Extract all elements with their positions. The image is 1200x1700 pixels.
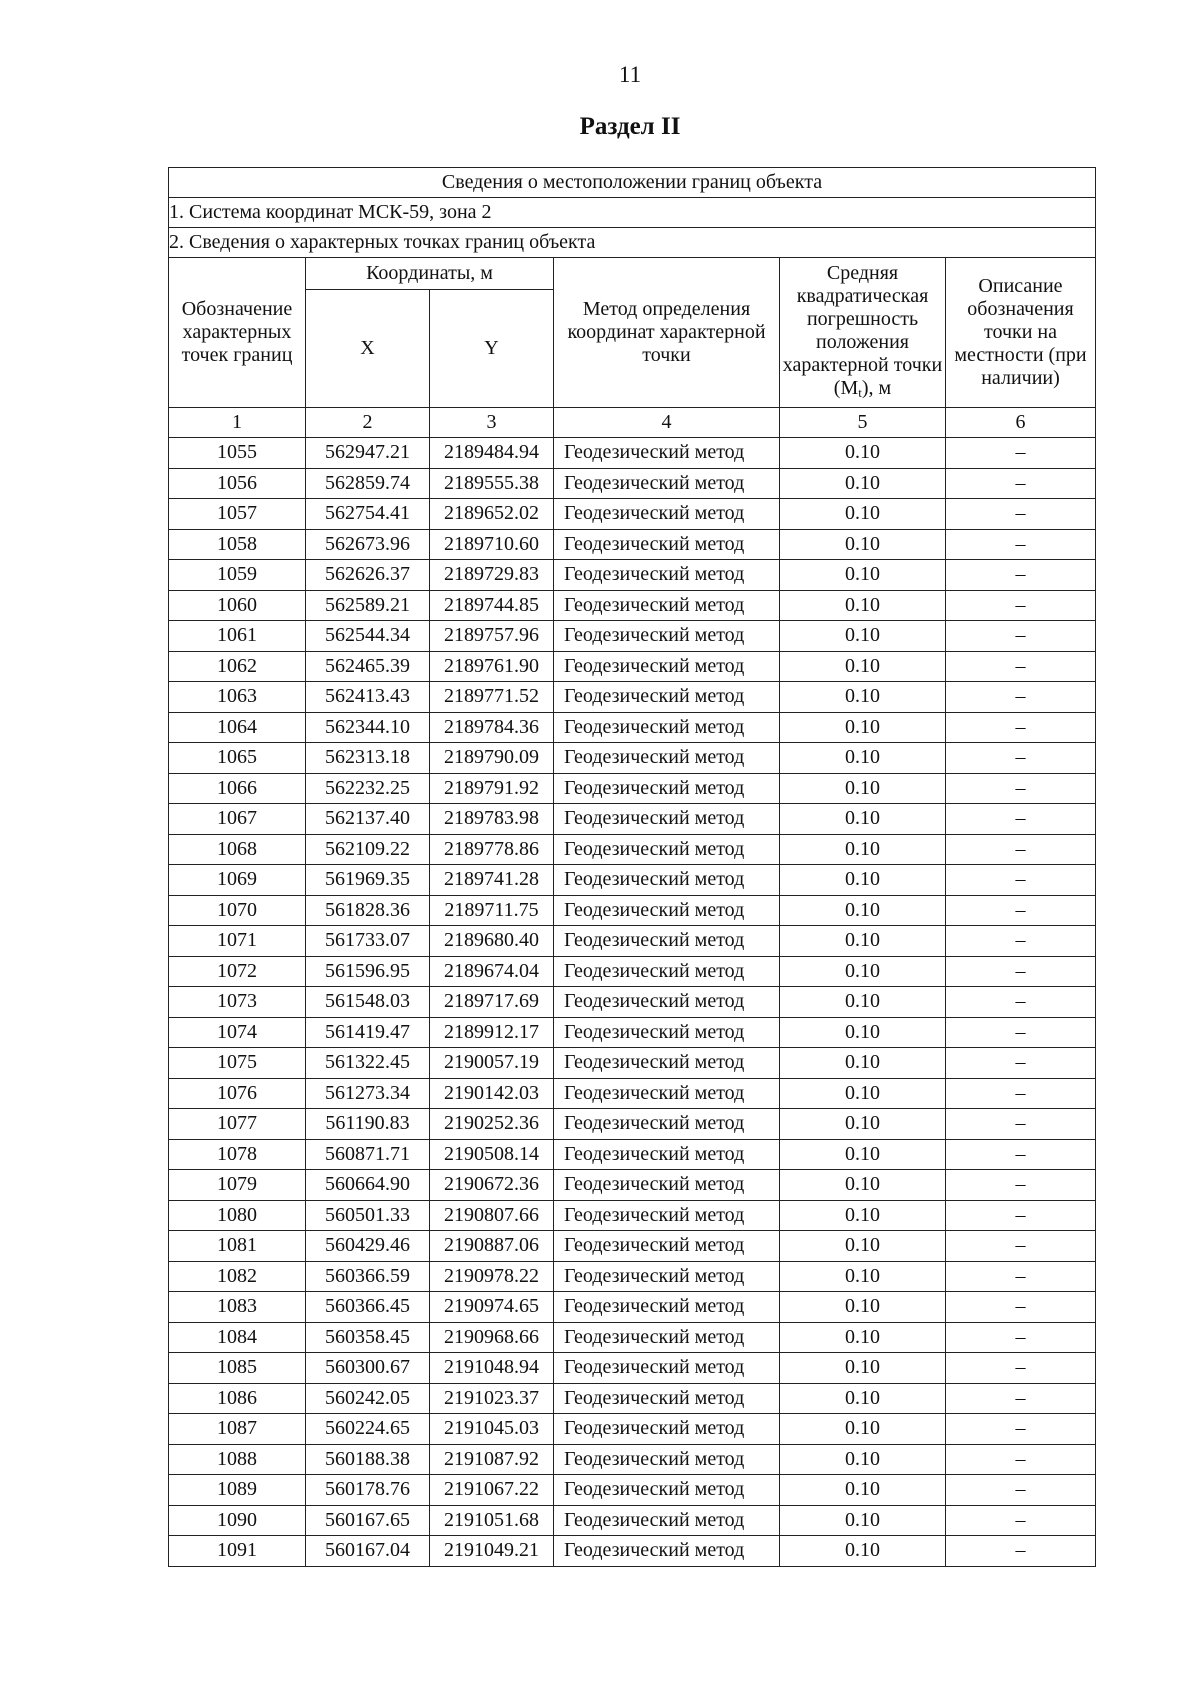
point-id-cell: 1070	[169, 895, 306, 926]
header-description: Описание обозначения точки на местности (при наличии)	[946, 258, 1096, 408]
error-cell: 0.10	[780, 529, 946, 560]
point-id-cell: 1075	[169, 1048, 306, 1079]
y-coordinate-cell: 2191045.03	[430, 1414, 554, 1445]
method-cell: Геодезический метод	[554, 1383, 780, 1414]
table-row	[169, 1078, 1096, 1109]
point-id-cell: 1067	[169, 804, 306, 835]
coordinate-system: 1. Система координат МСК-59, зона 2	[169, 198, 1096, 228]
method-cell: Геодезический метод	[554, 1078, 780, 1109]
error-cell: 0.10	[780, 1048, 946, 1079]
error-cell: 0.10	[780, 712, 946, 743]
method-cell: Геодезический метод	[554, 804, 780, 835]
method-cell: Геодезический метод	[554, 743, 780, 774]
table-row	[169, 1414, 1096, 1445]
x-coordinate-cell: 560366.45	[306, 1292, 430, 1323]
y-coordinate-cell: 2190252.36	[430, 1109, 554, 1140]
x-coordinate-cell: 561969.35	[306, 865, 430, 896]
table-row	[169, 1536, 1096, 1567]
table-row	[169, 1475, 1096, 1506]
y-coordinate-cell: 2191087.92	[430, 1444, 554, 1475]
error-cell: 0.10	[780, 1200, 946, 1231]
description-cell: –	[946, 712, 1096, 743]
y-coordinate-cell: 2189741.28	[430, 865, 554, 896]
error-cell: 0.10	[780, 1353, 946, 1384]
method-cell: Геодезический метод	[554, 1292, 780, 1323]
x-coordinate-cell: 561190.83	[306, 1109, 430, 1140]
description-cell: –	[946, 1322, 1096, 1353]
point-id-cell: 1056	[169, 468, 306, 499]
x-coordinate-cell: 560871.71	[306, 1139, 430, 1170]
error-cell: 0.10	[780, 895, 946, 926]
point-id-cell: 1091	[169, 1536, 306, 1567]
y-coordinate-cell: 2189674.04	[430, 956, 554, 987]
table-row	[169, 468, 1096, 499]
method-cell: Геодезический метод	[554, 773, 780, 804]
method-cell: Геодезический метод	[554, 1475, 780, 1506]
error-cell: 0.10	[780, 438, 946, 469]
x-coordinate-cell: 560501.33	[306, 1200, 430, 1231]
y-coordinate-cell: 2189484.94	[430, 438, 554, 469]
error-cell: 0.10	[780, 590, 946, 621]
description-cell: –	[946, 1414, 1096, 1445]
point-id-cell: 1088	[169, 1444, 306, 1475]
x-coordinate-cell: 560178.76	[306, 1475, 430, 1506]
point-id-cell: 1068	[169, 834, 306, 865]
header-error-tail: ), м	[861, 376, 892, 399]
y-coordinate-cell: 2189771.52	[430, 682, 554, 713]
description-cell: –	[946, 804, 1096, 835]
y-coordinate-cell: 2190887.06	[430, 1231, 554, 1262]
method-cell: Геодезический метод	[554, 1536, 780, 1567]
description-cell: –	[946, 1444, 1096, 1475]
table-row	[169, 1444, 1096, 1475]
point-id-cell: 1058	[169, 529, 306, 560]
x-coordinate-cell: 562313.18	[306, 743, 430, 774]
x-coordinate-cell: 562344.10	[306, 712, 430, 743]
y-coordinate-cell: 2190968.66	[430, 1322, 554, 1353]
table-row	[169, 743, 1096, 774]
point-id-cell: 1069	[169, 865, 306, 896]
method-cell: Геодезический метод	[554, 1444, 780, 1475]
x-coordinate-cell: 560366.59	[306, 1261, 430, 1292]
column-number: 5	[780, 408, 946, 438]
method-cell: Геодезический метод	[554, 1231, 780, 1262]
x-coordinate-cell: 560300.67	[306, 1353, 430, 1384]
error-cell: 0.10	[780, 865, 946, 896]
description-cell: –	[946, 560, 1096, 591]
table-row	[169, 1048, 1096, 1079]
point-id-cell: 1071	[169, 926, 306, 957]
point-id-cell: 1078	[169, 1139, 306, 1170]
column-number: 4	[554, 408, 780, 438]
table-row	[169, 834, 1096, 865]
method-cell: Геодезический метод	[554, 1200, 780, 1231]
table-row	[169, 926, 1096, 957]
method-cell: Геодезический метод	[554, 865, 780, 896]
point-id-cell: 1062	[169, 651, 306, 682]
table-row	[169, 1139, 1096, 1170]
method-cell: Геодезический метод	[554, 1170, 780, 1201]
description-cell: –	[946, 1231, 1096, 1262]
y-coordinate-cell: 2189555.38	[430, 468, 554, 499]
y-coordinate-cell: 2189791.92	[430, 773, 554, 804]
description-cell: –	[946, 1536, 1096, 1567]
x-coordinate-cell: 560224.65	[306, 1414, 430, 1445]
error-cell: 0.10	[780, 987, 946, 1018]
y-coordinate-cell: 2190974.65	[430, 1292, 554, 1323]
table-row	[169, 865, 1096, 896]
description-cell: –	[946, 682, 1096, 713]
x-coordinate-cell: 560188.38	[306, 1444, 430, 1475]
y-coordinate-cell: 2189680.40	[430, 926, 554, 957]
error-cell: 0.10	[780, 1414, 946, 1445]
table-row	[169, 956, 1096, 987]
table-row	[169, 1017, 1096, 1048]
y-coordinate-cell: 2189744.85	[430, 590, 554, 621]
x-coordinate-cell: 560358.45	[306, 1322, 430, 1353]
error-cell: 0.10	[780, 1017, 946, 1048]
error-cell: 0.10	[780, 834, 946, 865]
method-cell: Геодезический метод	[554, 895, 780, 926]
column-number: 1	[169, 408, 306, 438]
table-row	[169, 1109, 1096, 1140]
column-number: 3	[430, 408, 554, 438]
x-coordinate-cell: 562137.40	[306, 804, 430, 835]
description-cell: –	[946, 773, 1096, 804]
method-cell: Геодезический метод	[554, 1322, 780, 1353]
y-coordinate-cell: 2190978.22	[430, 1261, 554, 1292]
error-cell: 0.10	[780, 1536, 946, 1567]
error-cell: 0.10	[780, 926, 946, 957]
x-coordinate-cell: 562413.43	[306, 682, 430, 713]
table-row	[169, 1261, 1096, 1292]
method-cell: Геодезический метод	[554, 834, 780, 865]
error-cell: 0.10	[780, 1109, 946, 1140]
x-coordinate-cell: 562673.96	[306, 529, 430, 560]
y-coordinate-cell: 2191051.68	[430, 1505, 554, 1536]
method-cell: Геодезический метод	[554, 651, 780, 682]
point-id-cell: 1086	[169, 1383, 306, 1414]
x-coordinate-cell: 561322.45	[306, 1048, 430, 1079]
x-coordinate-cell: 560242.05	[306, 1383, 430, 1414]
point-id-cell: 1061	[169, 621, 306, 652]
description-cell: –	[946, 1139, 1096, 1170]
error-cell: 0.10	[780, 1383, 946, 1414]
x-coordinate-cell: 561548.03	[306, 987, 430, 1018]
table-row	[169, 712, 1096, 743]
error-cell: 0.10	[780, 1322, 946, 1353]
y-coordinate-cell: 2191023.37	[430, 1383, 554, 1414]
point-id-cell: 1074	[169, 1017, 306, 1048]
point-id-cell: 1059	[169, 560, 306, 591]
description-cell: –	[946, 651, 1096, 682]
point-id-cell: 1084	[169, 1322, 306, 1353]
table-row	[169, 987, 1096, 1018]
description-cell: –	[946, 438, 1096, 469]
method-cell: Геодезический метод	[554, 560, 780, 591]
y-coordinate-cell: 2190057.19	[430, 1048, 554, 1079]
y-coordinate-cell: 2189784.36	[430, 712, 554, 743]
y-coordinate-cell: 2190142.03	[430, 1078, 554, 1109]
error-cell: 0.10	[780, 499, 946, 530]
x-coordinate-cell: 561419.47	[306, 1017, 430, 1048]
point-id-cell: 1079	[169, 1170, 306, 1201]
point-id-cell: 1083	[169, 1292, 306, 1323]
point-id-cell: 1057	[169, 499, 306, 530]
x-coordinate-cell: 562754.41	[306, 499, 430, 530]
method-cell: Геодезический метод	[554, 529, 780, 560]
y-coordinate-cell: 2189912.17	[430, 1017, 554, 1048]
description-cell: –	[946, 1292, 1096, 1323]
point-id-cell: 1077	[169, 1109, 306, 1140]
table-row	[169, 590, 1096, 621]
point-id-cell: 1082	[169, 1261, 306, 1292]
method-cell: Геодезический метод	[554, 499, 780, 530]
y-coordinate-cell: 2191049.21	[430, 1536, 554, 1567]
method-cell: Геодезический метод	[554, 1261, 780, 1292]
y-coordinate-cell: 2189710.60	[430, 529, 554, 560]
table-row	[169, 438, 1096, 469]
description-cell: –	[946, 468, 1096, 499]
method-cell: Геодезический метод	[554, 1017, 780, 1048]
table-row	[169, 682, 1096, 713]
section-title: Раздел II	[579, 113, 681, 140]
table-row	[169, 804, 1096, 835]
table-row	[169, 1200, 1096, 1231]
point-id-cell: 1076	[169, 1078, 306, 1109]
y-coordinate-cell: 2189778.86	[430, 834, 554, 865]
description-cell: –	[946, 865, 1096, 896]
y-coordinate-cell: 2189757.96	[430, 621, 554, 652]
description-cell: –	[946, 834, 1096, 865]
y-coordinate-cell: 2189711.75	[430, 895, 554, 926]
header-error-subscript: t	[858, 384, 862, 400]
point-id-cell: 1089	[169, 1475, 306, 1506]
table-row	[169, 1170, 1096, 1201]
method-cell: Геодезический метод	[554, 987, 780, 1018]
method-cell: Геодезический метод	[554, 956, 780, 987]
header-x: X	[306, 290, 430, 408]
x-coordinate-cell: 560167.04	[306, 1536, 430, 1567]
x-coordinate-cell: 560429.46	[306, 1231, 430, 1262]
point-id-cell: 1081	[169, 1231, 306, 1262]
error-cell: 0.10	[780, 956, 946, 987]
point-id-cell: 1087	[169, 1414, 306, 1445]
error-cell: 0.10	[780, 773, 946, 804]
error-cell: 0.10	[780, 560, 946, 591]
description-cell: –	[946, 529, 1096, 560]
header-method: Метод определения координат характерной точки	[554, 258, 780, 408]
method-cell: Геодезический метод	[554, 621, 780, 652]
x-coordinate-cell: 561828.36	[306, 895, 430, 926]
description-cell: –	[946, 1109, 1096, 1140]
description-cell: –	[946, 1505, 1096, 1536]
point-id-cell: 1073	[169, 987, 306, 1018]
description-cell: –	[946, 956, 1096, 987]
point-id-cell: 1090	[169, 1505, 306, 1536]
y-coordinate-cell: 2189761.90	[430, 651, 554, 682]
method-cell: Геодезический метод	[554, 1414, 780, 1445]
header-designation: Обозначение характерных точек границ	[169, 258, 306, 408]
description-cell: –	[946, 987, 1096, 1018]
error-cell: 0.10	[780, 1261, 946, 1292]
description-cell: –	[946, 1017, 1096, 1048]
header-y: Y	[430, 290, 554, 408]
description-cell: –	[946, 1200, 1096, 1231]
table-row	[169, 560, 1096, 591]
description-cell: –	[946, 590, 1096, 621]
description-cell: –	[946, 1170, 1096, 1201]
table-row	[169, 1292, 1096, 1323]
description-cell: –	[946, 926, 1096, 957]
description-cell: –	[946, 1078, 1096, 1109]
error-cell: 0.10	[780, 468, 946, 499]
column-numbers-row	[169, 408, 1096, 438]
x-coordinate-cell: 560167.65	[306, 1505, 430, 1536]
error-cell: 0.10	[780, 1231, 946, 1262]
table-row	[169, 651, 1096, 682]
column-number: 6	[946, 408, 1096, 438]
error-cell: 0.10	[780, 1078, 946, 1109]
method-cell: Геодезический метод	[554, 438, 780, 469]
description-cell: –	[946, 1383, 1096, 1414]
method-cell: Геодезический метод	[554, 682, 780, 713]
y-coordinate-cell: 2191067.22	[430, 1475, 554, 1506]
point-id-cell: 1060	[169, 590, 306, 621]
method-cell: Геодезический метод	[554, 590, 780, 621]
description-cell: –	[946, 1048, 1096, 1079]
x-coordinate-cell: 562947.21	[306, 438, 430, 469]
table-body	[169, 438, 1096, 1567]
point-id-cell: 1072	[169, 956, 306, 987]
method-cell: Геодезический метод	[554, 1048, 780, 1079]
column-number: 2	[306, 408, 430, 438]
x-coordinate-cell: 561273.34	[306, 1078, 430, 1109]
boundary-points-table	[168, 167, 1096, 1567]
points-heading: 2. Сведения о характерных точках границ объекта	[169, 228, 1096, 258]
y-coordinate-cell: 2189790.09	[430, 743, 554, 774]
x-coordinate-cell: 562232.25	[306, 773, 430, 804]
description-cell: –	[946, 895, 1096, 926]
x-coordinate-cell: 561596.95	[306, 956, 430, 987]
description-cell: –	[946, 499, 1096, 530]
x-coordinate-cell: 562859.74	[306, 468, 430, 499]
error-cell: 0.10	[780, 1505, 946, 1536]
table-title: Сведения о местоположении границ объекта	[169, 168, 1096, 198]
y-coordinate-cell: 2190508.14	[430, 1139, 554, 1170]
method-cell: Геодезический метод	[554, 1109, 780, 1140]
x-coordinate-cell: 562465.39	[306, 651, 430, 682]
error-cell: 0.10	[780, 621, 946, 652]
x-coordinate-cell: 560664.90	[306, 1170, 430, 1201]
table-row	[169, 1383, 1096, 1414]
table-row	[169, 1231, 1096, 1262]
point-id-cell: 1085	[169, 1353, 306, 1384]
method-cell: Геодезический метод	[554, 712, 780, 743]
header-error	[780, 258, 946, 408]
table-row	[169, 773, 1096, 804]
table-row	[169, 1353, 1096, 1384]
header-coordinates: Координаты, м	[306, 258, 554, 290]
error-cell: 0.10	[780, 682, 946, 713]
error-cell: 0.10	[780, 1139, 946, 1170]
method-cell: Геодезический метод	[554, 1353, 780, 1384]
y-coordinate-cell: 2189783.98	[430, 804, 554, 835]
x-coordinate-cell: 561733.07	[306, 926, 430, 957]
x-coordinate-cell: 562544.34	[306, 621, 430, 652]
description-cell: –	[946, 743, 1096, 774]
table-row	[169, 621, 1096, 652]
method-cell: Геодезический метод	[554, 926, 780, 957]
description-cell: –	[946, 1261, 1096, 1292]
error-cell: 0.10	[780, 1444, 946, 1475]
y-coordinate-cell: 2189729.83	[430, 560, 554, 591]
header-error-main: Средняя квадратическая погрешность положения характерной точки (M	[782, 261, 943, 399]
table-row	[169, 1322, 1096, 1353]
x-coordinate-cell: 562589.21	[306, 590, 430, 621]
description-cell: –	[946, 621, 1096, 652]
y-coordinate-cell: 2190807.66	[430, 1200, 554, 1231]
table-row	[169, 499, 1096, 530]
table-row	[169, 1505, 1096, 1536]
table-row	[169, 895, 1096, 926]
table-row	[169, 529, 1096, 560]
method-cell: Геодезический метод	[554, 1505, 780, 1536]
method-cell: Геодезический метод	[554, 1139, 780, 1170]
error-cell: 0.10	[780, 1292, 946, 1323]
error-cell: 0.10	[780, 1475, 946, 1506]
description-cell: –	[946, 1353, 1096, 1384]
error-cell: 0.10	[780, 804, 946, 835]
x-coordinate-cell: 562626.37	[306, 560, 430, 591]
x-coordinate-cell: 562109.22	[306, 834, 430, 865]
error-cell: 0.10	[780, 651, 946, 682]
description-cell: –	[946, 1475, 1096, 1506]
y-coordinate-cell: 2189717.69	[430, 987, 554, 1018]
error-cell: 0.10	[780, 1170, 946, 1201]
point-id-cell: 1063	[169, 682, 306, 713]
point-id-cell: 1065	[169, 743, 306, 774]
error-cell: 0.10	[780, 743, 946, 774]
y-coordinate-cell: 2189652.02	[430, 499, 554, 530]
point-id-cell: 1064	[169, 712, 306, 743]
point-id-cell: 1066	[169, 773, 306, 804]
point-id-cell: 1055	[169, 438, 306, 469]
method-cell: Геодезический метод	[554, 468, 780, 499]
point-id-cell: 1080	[169, 1200, 306, 1231]
y-coordinate-cell: 2191048.94	[430, 1353, 554, 1384]
y-coordinate-cell: 2190672.36	[430, 1170, 554, 1201]
page-number: 11	[618, 62, 642, 87]
